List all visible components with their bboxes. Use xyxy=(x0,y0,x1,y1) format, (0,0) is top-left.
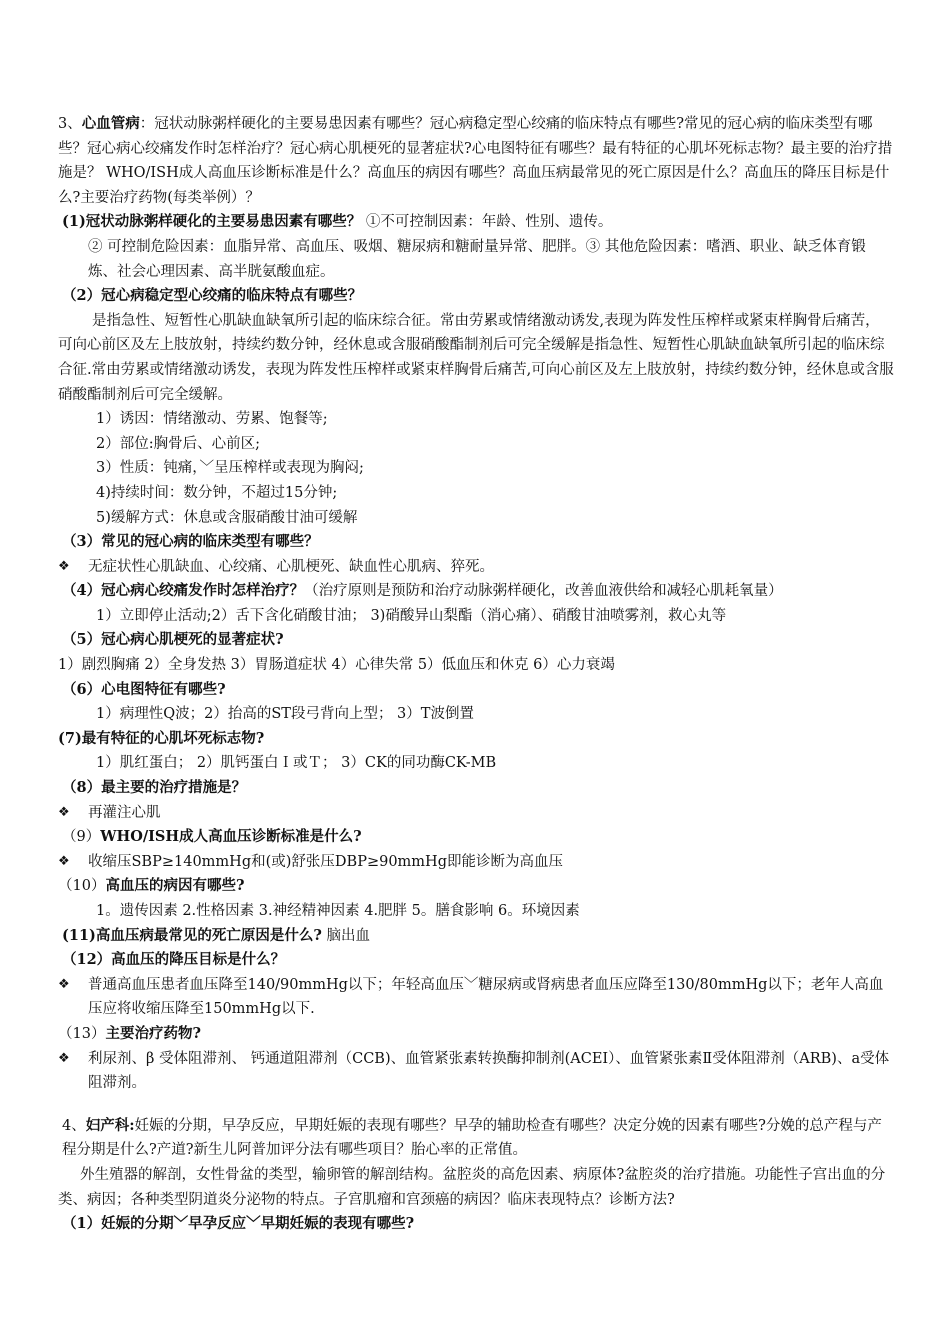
q2-item: 1）诱因：情绪激动、劳累、饱餐等; xyxy=(96,411,328,428)
q13-number: （13） xyxy=(58,1025,106,1042)
section-4-topics: 外生殖器的解剖，女性骨盆的类型，输卵管的解剖结构。盆腔炎的高危因素、病原体?盆腔炎的治疗措施。功能性子宫出血的分类、病因；各种类型阴道炎分泌物的特点。子宫肌瘤和宫颈癌的病因？临床表现特点？诊断方法? xyxy=(58,1166,886,1208)
q11-heading xyxy=(58,924,894,949)
q1-answer-inline: ①不可控制因素：年龄、性别、遗传。 xyxy=(361,214,613,231)
q2-heading: （2）冠心病稳定型心绞痛的临床特点有哪些？ xyxy=(62,287,363,305)
q13-answer xyxy=(58,1047,894,1096)
section-questions: ：冠状动脉粥样硬化的主要易患因素有哪些？冠心病稳定型心绞痛的临床特点有哪些?常见的冠心病的临床类型有哪些？冠心病心绞痛发作时怎样治疗？冠心病心肌梗死的显著症状?心电图特征有哪些？最有特征的心肌坏死标志物？最主要的治疗措施是？ WHO/ISH成人高血压诊断标准是什么？高血压的病因有哪些？高血压病最常见的死亡原因是什么？高血压的降压目标是什么?主要治疗药物(每类举例）？ xyxy=(58,116,893,206)
q4-answer: 1）立即停止活动;2）舌下含化硝酸甘油； 3)硝酸异山梨酯（消心痛）、硝酸甘油喷雾剂，救心丸等 xyxy=(96,607,727,624)
q2-item: 4)持续时间：数分钟，不超过15分钟; xyxy=(96,484,338,501)
q2-item: 2）部位:胸骨后、心前区; xyxy=(96,435,260,452)
q3-answer xyxy=(58,555,894,580)
q9-answer-text: 收缩压SBP≥140mmHg和(或)舒张压DBP≥90mmHg即能诊断为高血压 xyxy=(88,853,563,870)
q2-item: 5)缓解方式：休息或含服硝酸甘油可缓解 xyxy=(96,509,358,526)
section-questions: 妊娠的分期，早孕反应，早期妊娠的表现有哪些？早孕的辅助检查有哪些？决定分娩的因素有哪些?分娩的总产程与产程分期是什么?产道?新生儿阿普加评分法有哪些项目？胎心率的正常值。 xyxy=(62,1117,882,1159)
q9-title: WHO/ISH成人高血压诊断标准是什么? xyxy=(100,828,362,846)
q11-answer: 脑出血 xyxy=(321,927,371,944)
q9-answer xyxy=(58,850,894,875)
section-spacer xyxy=(58,1096,894,1114)
q9-heading xyxy=(58,825,894,850)
q7-heading: (7)最有特征的心肌坏死标志物? xyxy=(58,729,265,747)
bullet-icon: ❖ xyxy=(58,976,70,992)
section-4-intro xyxy=(58,1114,894,1163)
q3-answer-text: 无症状性心肌缺血、心绞痛、心肌梗死、缺血性心肌病、猝死。 xyxy=(88,558,494,575)
q10-number: （10） xyxy=(58,878,106,895)
q6-answer: 1）病理性Q波；2）抬高的ST段弓背向上型； 3）T波倒置 xyxy=(96,706,474,723)
q1-answer: ② 可控制危险因素：血脂异常、高血压、吸烟、糖尿病和糖耐量异常、肥胖。③ 其他危险因素：嗜酒、职业、缺乏体育锻炼、社会心理因素、高半胱氨酸血症。 xyxy=(88,238,866,280)
q13-heading xyxy=(58,1022,894,1047)
section-3-intro xyxy=(58,112,894,210)
q5-heading: （5）冠心病心肌梗死的显著症状? xyxy=(62,631,284,649)
q10-answer: 1。遗传因素 2.性格因素 3.神经精神因素 4.肥胖 5。膳食影响 6。环境因素 xyxy=(96,903,580,919)
bullet-icon: ❖ xyxy=(58,804,70,820)
q8-answer-text: 再灌注心肌 xyxy=(88,804,161,821)
q11-title: (11)高血压病最常见的死亡原因是什么? xyxy=(62,926,322,944)
q3-heading: （3）常见的冠心病的临床类型有哪些？ xyxy=(62,533,319,551)
q12-answer xyxy=(58,973,894,1022)
q1-title: (1)冠状动脉粥样硬化的主要易患因素有哪些？ xyxy=(62,213,362,231)
q1-heading xyxy=(58,210,894,235)
q4-title: （4）冠心病心绞痛发作时怎样治疗？ xyxy=(62,582,305,600)
q4-note: （治疗原则是预防和治疗动脉粥样硬化，改善血液供给和减轻心肌耗氧量） xyxy=(304,583,783,600)
bullet-icon: ❖ xyxy=(58,558,70,574)
document-page xyxy=(58,112,894,1237)
q2-answer: 是指急性、短暂性心肌缺血缺氧所引起的临床综合征。常由劳累或情绪激动诱发,表现为阵发性压榨样或紧束样胸骨后痛苦，可向心前区及左上肢放射，持续约数分钟，经休息或含服硝酸酯制剂后可完全缓解是指急性、短暂性心肌缺血缺氧所引起的临床综合征.常由劳累或情绪激动诱发，表现为阵发性压榨样或紧束样胸骨后痛苦,可向心前区及左上肢放射，持续约数分钟，经休息或含服硝酸酯制剂后可完全缓解。 xyxy=(58,312,894,403)
q10-title: 高血压的病因有哪些? xyxy=(105,877,245,895)
q4-heading xyxy=(58,579,894,604)
q12-answer-text: 普通高血压患者血压降至140/90mmHg以下；年轻高血压﹀糖尿病或肾病患者血压应降至130/80mmHg以下；老年人高血压应将收缩压降至150mmHg以下. xyxy=(88,976,884,1018)
q12-heading: （12）高血压的降压目标是什么？ xyxy=(62,951,286,969)
q13-answer-text: 利尿剂、β 受体阻滞剂、 钙通道阻滞剂（CCB)、血管紧张素转换酶抑制剂(ACEI）、血管紧张素Ⅱ受体阻滞剂（ARB)、a受体阻滞剂。 xyxy=(88,1050,890,1092)
bullet-icon: ❖ xyxy=(58,1050,70,1066)
q8-heading: （8）最主要的治疗措施是？ xyxy=(62,779,247,797)
q8-answer xyxy=(58,801,894,826)
q5-answer: 1）剧烈胸痛 2）全身发热 3）胃肠道症状 4）心律失常 5）低血压和休克 6）心力衰竭 xyxy=(58,657,615,674)
section-title: 妇产科: xyxy=(85,1116,135,1134)
section-number: 4、 xyxy=(62,1117,86,1134)
section-title: 心血管病 xyxy=(81,115,140,132)
q10-heading xyxy=(58,874,894,899)
section-number: 3、 xyxy=(58,116,82,132)
q13-title: 主要治疗药物? xyxy=(105,1024,201,1042)
s4-q1-heading: （1）妊娠的分期﹀早孕反应﹀早期妊娠的表现有哪些? xyxy=(62,1215,415,1233)
bullet-icon: ❖ xyxy=(58,853,70,869)
q6-heading: （6）心电图特征有哪些? xyxy=(62,680,226,698)
q7-answer: 1）肌红蛋白； 2）肌钙蛋白Ｉ或Ｔ； 3）CK的同功酶CK-MB xyxy=(96,755,497,772)
q2-item: 3）性质：钝痛，﹀呈压榨样或表现为胸闷; xyxy=(96,460,364,477)
q9-number: （9） xyxy=(62,829,101,846)
